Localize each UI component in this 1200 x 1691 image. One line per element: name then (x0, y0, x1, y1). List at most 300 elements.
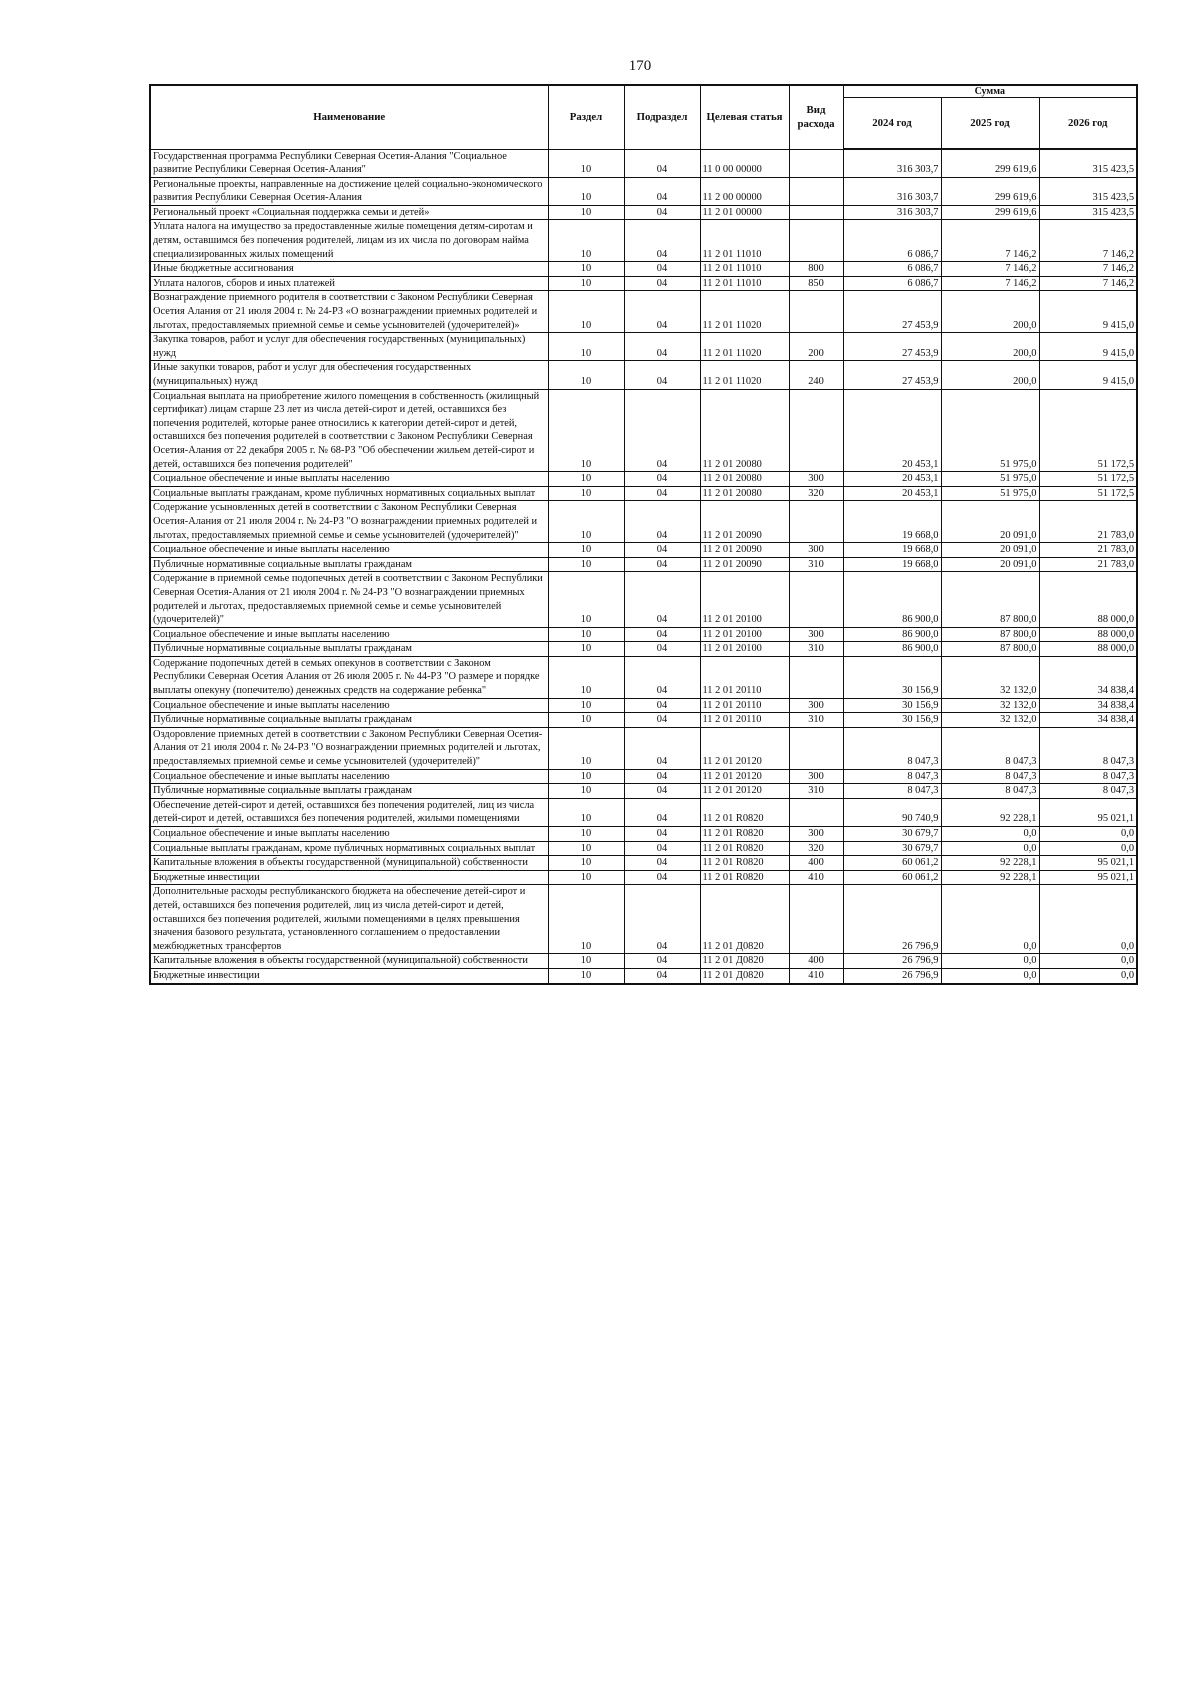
row-target-article: 11 2 01 20100 (700, 627, 789, 642)
row-expense-type (789, 572, 843, 627)
row-name: Закупка товаров, работ и услуг для обеспечения государственных (муниципальных) нужд (150, 333, 548, 361)
row-section: 10 (548, 177, 624, 205)
row-name: Публичные нормативные социальные выплаты гражданам (150, 784, 548, 799)
row-amount-2024: 20 453,1 (843, 472, 941, 487)
table-header (150, 85, 1137, 149)
row-section: 10 (548, 968, 624, 983)
row-amount-2025: 87 800,0 (941, 642, 1039, 657)
row-subsection: 04 (624, 954, 700, 969)
row-section: 10 (548, 713, 624, 728)
row-subsection: 04 (624, 698, 700, 713)
table-row (150, 291, 1137, 333)
row-amount-2024: 86 900,0 (843, 642, 941, 657)
row-target-article: 11 2 01 20080 (700, 486, 789, 501)
row-amount-2026: 0,0 (1039, 885, 1137, 954)
row-amount-2024: 26 796,9 (843, 954, 941, 969)
row-amount-2026: 8 047,3 (1039, 784, 1137, 799)
table-row (150, 713, 1137, 728)
row-target-article: 11 2 01 20110 (700, 656, 789, 698)
row-amount-2025: 32 132,0 (941, 698, 1039, 713)
row-expense-type (789, 291, 843, 333)
row-name: Содержание усыновленных детей в соответствии с Законом Республики Северная Осетия-Алания от 21 июля 2004 г. № 24-РЗ "О вознаграждении приемных родителей и льготах, предоставляемых приемной семье и семье усыновителей (удочерителей)" (150, 501, 548, 543)
row-name: Публичные нормативные социальные выплаты гражданам (150, 642, 548, 657)
row-subsection: 04 (624, 713, 700, 728)
row-expense-type (789, 205, 843, 220)
row-expense-type: 310 (789, 642, 843, 657)
row-section: 10 (548, 361, 624, 389)
row-amount-2025: 8 047,3 (941, 727, 1039, 769)
row-target-article: 11 2 01 20080 (700, 472, 789, 487)
row-subsection: 04 (624, 543, 700, 558)
table-row (150, 870, 1137, 885)
row-amount-2024: 30 156,9 (843, 698, 941, 713)
row-target-article: 11 2 01 Д0820 (700, 885, 789, 954)
row-expense-type: 310 (789, 784, 843, 799)
header-year-2026: 2026 год (1039, 98, 1137, 150)
header-section: Раздел (548, 85, 624, 149)
row-amount-2024: 19 668,0 (843, 557, 941, 572)
table-row (150, 543, 1137, 558)
row-target-article: 11 2 01 11010 (700, 220, 789, 262)
row-expense-type: 300 (789, 769, 843, 784)
row-section: 10 (548, 627, 624, 642)
row-subsection: 04 (624, 486, 700, 501)
row-amount-2024: 20 453,1 (843, 389, 941, 472)
row-amount-2026: 21 783,0 (1039, 501, 1137, 543)
row-section: 10 (548, 769, 624, 784)
row-section: 10 (548, 262, 624, 277)
row-name: Уплата налога на имущество за предоставленные жилые помещения детям-сиротам и детям, оставшимся без попечения родителей, лицам из их числа по договорам найма специализированных жилых помещений (150, 220, 548, 262)
row-amount-2025: 7 146,2 (941, 276, 1039, 291)
row-name: Обеспечение детей-сирот и детей, оставшихся без попечения родителей, лиц из числа детей-сирот и детей, оставшихся без попечения родителей, жилыми помещениями (150, 798, 548, 826)
row-section: 10 (548, 656, 624, 698)
table-row (150, 656, 1137, 698)
row-amount-2024: 316 303,7 (843, 177, 941, 205)
row-section: 10 (548, 698, 624, 713)
row-expense-type (789, 149, 843, 177)
row-amount-2024: 6 086,7 (843, 276, 941, 291)
table-row (150, 769, 1137, 784)
row-expense-type (789, 389, 843, 472)
row-section: 10 (548, 501, 624, 543)
row-amount-2026: 88 000,0 (1039, 627, 1137, 642)
row-name: Публичные нормативные социальные выплаты гражданам (150, 713, 548, 728)
row-name: Публичные нормативные социальные выплаты гражданам (150, 557, 548, 572)
row-target-article: 11 2 01 20110 (700, 713, 789, 728)
row-amount-2024: 90 740,9 (843, 798, 941, 826)
table-row (150, 727, 1137, 769)
row-subsection: 04 (624, 572, 700, 627)
row-section: 10 (548, 543, 624, 558)
row-amount-2026: 315 423,5 (1039, 149, 1137, 177)
row-section: 10 (548, 841, 624, 856)
row-amount-2025: 299 619,6 (941, 205, 1039, 220)
row-subsection: 04 (624, 220, 700, 262)
row-amount-2024: 26 796,9 (843, 885, 941, 954)
table-row (150, 572, 1137, 627)
budget-table (149, 84, 1138, 985)
table-row (150, 627, 1137, 642)
row-expense-type: 300 (789, 543, 843, 558)
row-amount-2026: 34 838,4 (1039, 656, 1137, 698)
row-expense-type: 240 (789, 361, 843, 389)
row-subsection: 04 (624, 149, 700, 177)
row-target-article: 11 2 01 20090 (700, 557, 789, 572)
row-expense-type: 410 (789, 870, 843, 885)
row-subsection: 04 (624, 389, 700, 472)
row-amount-2025: 51 975,0 (941, 472, 1039, 487)
table-row (150, 885, 1137, 954)
row-amount-2026: 95 021,1 (1039, 798, 1137, 826)
row-amount-2024: 26 796,9 (843, 968, 941, 983)
row-subsection: 04 (624, 784, 700, 799)
header-name: Наименование (150, 85, 548, 149)
row-subsection: 04 (624, 885, 700, 954)
row-target-article: 11 2 01 20120 (700, 769, 789, 784)
row-subsection: 04 (624, 841, 700, 856)
row-target-article: 11 2 01 20110 (700, 698, 789, 713)
row-name: Социальная выплата на приобретение жилого помещения в собственность (жилищный сертификат) лицам старше 23 лет из числа детей-сирот и детей, оставшихся без попечения родителей, которые ранее относились к категории детей-сирот и детей, оставшихся без попечения родителей в соответствии с Законом Республики Северная Осетия-Алания от 22 декабря 2005 г. № 68-РЗ "Об обеспечении жильем детей-сирот и детей, оставшихся без попечения родителей" (150, 389, 548, 472)
table-row (150, 389, 1137, 472)
row-subsection: 04 (624, 656, 700, 698)
row-expense-type: 300 (789, 627, 843, 642)
row-amount-2026: 8 047,3 (1039, 727, 1137, 769)
row-amount-2024: 60 061,2 (843, 856, 941, 871)
row-name: Социальное обеспечение и иные выплаты населению (150, 627, 548, 642)
row-name: Иные закупки товаров, работ и услуг для обеспечения государственных (муниципальных) нужд (150, 361, 548, 389)
row-amount-2025: 32 132,0 (941, 656, 1039, 698)
row-expense-type: 300 (789, 472, 843, 487)
row-expense-type (789, 177, 843, 205)
row-subsection: 04 (624, 177, 700, 205)
row-amount-2024: 19 668,0 (843, 501, 941, 543)
row-target-article: 11 2 01 20090 (700, 543, 789, 558)
table-row (150, 856, 1137, 871)
row-amount-2026: 51 172,5 (1039, 389, 1137, 472)
row-amount-2024: 20 453,1 (843, 486, 941, 501)
row-target-article: 11 2 01 11020 (700, 333, 789, 361)
row-section: 10 (548, 642, 624, 657)
row-section: 10 (548, 727, 624, 769)
row-target-article: 11 2 01 20120 (700, 727, 789, 769)
row-subsection: 04 (624, 291, 700, 333)
row-amount-2025: 0,0 (941, 885, 1039, 954)
row-expense-type (789, 501, 843, 543)
header-target-article: Целевая статья (700, 85, 789, 149)
row-section: 10 (548, 798, 624, 826)
row-subsection: 04 (624, 205, 700, 220)
row-amount-2024: 8 047,3 (843, 727, 941, 769)
row-expense-type: 310 (789, 557, 843, 572)
row-section: 10 (548, 220, 624, 262)
row-section: 10 (548, 472, 624, 487)
row-subsection: 04 (624, 557, 700, 572)
row-amount-2025: 20 091,0 (941, 543, 1039, 558)
row-amount-2025: 8 047,3 (941, 784, 1039, 799)
row-amount-2026: 9 415,0 (1039, 361, 1137, 389)
row-expense-type (789, 798, 843, 826)
row-amount-2024: 30 156,9 (843, 656, 941, 698)
row-target-article: 11 2 01 11010 (700, 276, 789, 291)
row-expense-type: 200 (789, 333, 843, 361)
row-amount-2026: 0,0 (1039, 827, 1137, 842)
row-amount-2024: 316 303,7 (843, 149, 941, 177)
row-subsection: 04 (624, 276, 700, 291)
table-row (150, 557, 1137, 572)
row-target-article: 11 2 01 11020 (700, 291, 789, 333)
table-row (150, 841, 1137, 856)
row-subsection: 04 (624, 798, 700, 826)
row-amount-2025: 92 228,1 (941, 856, 1039, 871)
row-expense-type: 300 (789, 698, 843, 713)
table-row (150, 262, 1137, 277)
row-amount-2025: 299 619,6 (941, 149, 1039, 177)
row-subsection: 04 (624, 856, 700, 871)
row-amount-2025: 0,0 (941, 841, 1039, 856)
row-name: Оздоровление приемных детей в соответствии с Законом Республики Северная Осетия-Алания от 21 июля 2004 г. № 24-РЗ "О вознаграждении приемных родителей и льготах, предоставляемых приемной семье и семье усыновителей (удочерителей)" (150, 727, 548, 769)
row-amount-2025: 51 975,0 (941, 389, 1039, 472)
table-row (150, 784, 1137, 799)
table-row (150, 642, 1137, 657)
row-name: Социальные выплаты гражданам, кроме публичных нормативных социальных выплат (150, 841, 548, 856)
row-name: Региональный проект «Социальная поддержка семьи и детей» (150, 205, 548, 220)
row-amount-2025: 0,0 (941, 827, 1039, 842)
row-expense-type: 300 (789, 827, 843, 842)
row-amount-2026: 34 838,4 (1039, 713, 1137, 728)
row-amount-2024: 30 156,9 (843, 713, 941, 728)
table-row (150, 149, 1137, 177)
row-target-article: 11 2 01 R0820 (700, 856, 789, 871)
row-amount-2026: 88 000,0 (1039, 572, 1137, 627)
row-amount-2025: 200,0 (941, 361, 1039, 389)
row-amount-2025: 51 975,0 (941, 486, 1039, 501)
row-amount-2026: 95 021,1 (1039, 870, 1137, 885)
row-expense-type (789, 727, 843, 769)
row-name: Иные бюджетные ассигнования (150, 262, 548, 277)
row-amount-2024: 6 086,7 (843, 220, 941, 262)
row-name: Социальное обеспечение и иные выплаты населению (150, 543, 548, 558)
row-expense-type: 400 (789, 954, 843, 969)
row-amount-2024: 27 453,9 (843, 333, 941, 361)
table-row (150, 486, 1137, 501)
row-section: 10 (548, 784, 624, 799)
row-amount-2026: 7 146,2 (1039, 276, 1137, 291)
row-name: Государственная программа Республики Северная Осетия-Алания "Социальное развитие Республики Северная Осетия-Алания" (150, 149, 548, 177)
row-name: Социальное обеспечение и иные выплаты населению (150, 472, 548, 487)
row-target-article: 11 2 01 Д0820 (700, 968, 789, 983)
header-expense-type: Вид расхода (789, 85, 843, 149)
row-target-article: 11 2 01 R0820 (700, 827, 789, 842)
header-subsection: Подраздел (624, 85, 700, 149)
row-section: 10 (548, 486, 624, 501)
row-amount-2026: 0,0 (1039, 954, 1137, 969)
row-amount-2024: 19 668,0 (843, 543, 941, 558)
table-row (150, 954, 1137, 969)
row-section: 10 (548, 870, 624, 885)
row-name: Дополнительные расходы республиканского бюджета на обеспечение детей-сирот и детей, оставшихся без попечения родителей, лиц из числа детей-сирот и детей, оставшихся без попечения родителей, жилыми помещениями в целях превышения значения базового результата, установленного соглашением о предоставлении межбюджетных трансфертов (150, 885, 548, 954)
row-expense-type: 850 (789, 276, 843, 291)
row-name: Содержание подопечных детей в семьях опекунов в соответствии с Законом Республики Северная Осетия Алания от 26 июля 2005 г. № 44-РЗ "О размере и порядке выплаты опекуну (попечителю) денежных средств на содержание ребенка" (150, 656, 548, 698)
row-amount-2026: 0,0 (1039, 968, 1137, 983)
row-amount-2026: 51 172,5 (1039, 486, 1137, 501)
row-subsection: 04 (624, 333, 700, 361)
table-row (150, 333, 1137, 361)
row-amount-2025: 7 146,2 (941, 262, 1039, 277)
row-subsection: 04 (624, 870, 700, 885)
row-amount-2026: 315 423,5 (1039, 205, 1137, 220)
row-section: 10 (548, 557, 624, 572)
row-amount-2024: 27 453,9 (843, 291, 941, 333)
row-subsection: 04 (624, 361, 700, 389)
row-target-article: 11 2 01 20090 (700, 501, 789, 543)
row-amount-2024: 60 061,2 (843, 870, 941, 885)
row-section: 10 (548, 149, 624, 177)
row-amount-2024: 86 900,0 (843, 627, 941, 642)
row-expense-type: 310 (789, 713, 843, 728)
table-row (150, 827, 1137, 842)
row-target-article: 11 2 01 11020 (700, 361, 789, 389)
table-row (150, 501, 1137, 543)
table-row (150, 361, 1137, 389)
row-subsection: 04 (624, 627, 700, 642)
row-section: 10 (548, 827, 624, 842)
row-target-article: 11 2 01 00000 (700, 205, 789, 220)
table-row (150, 177, 1137, 205)
row-amount-2026: 315 423,5 (1039, 177, 1137, 205)
row-name: Социальное обеспечение и иные выплаты населению (150, 769, 548, 784)
row-amount-2026: 95 021,1 (1039, 856, 1137, 871)
row-target-article: 11 2 01 R0820 (700, 870, 789, 885)
row-amount-2025: 92 228,1 (941, 870, 1039, 885)
row-section: 10 (548, 291, 624, 333)
row-amount-2025: 299 619,6 (941, 177, 1039, 205)
table-row (150, 798, 1137, 826)
page-number: 170 (628, 58, 652, 74)
table-row (150, 220, 1137, 262)
row-name: Капитальные вложения в объекты государственной (муниципальной) собственности (150, 856, 548, 871)
row-expense-type: 320 (789, 486, 843, 501)
table-row (150, 698, 1137, 713)
row-target-article: 11 2 01 R0820 (700, 841, 789, 856)
row-amount-2025: 32 132,0 (941, 713, 1039, 728)
row-amount-2024: 30 679,7 (843, 827, 941, 842)
row-section: 10 (548, 333, 624, 361)
row-amount-2026: 9 415,0 (1039, 291, 1137, 333)
row-target-article: 11 2 01 R0820 (700, 798, 789, 826)
row-amount-2025: 0,0 (941, 954, 1039, 969)
row-name: Вознаграждение приемного родителя в соответствии с Законом Республики Северная Осетия Алания от 21 июля 2004 г. № 24-РЗ «О вознаграждении приемных родителей и льготах, предоставляемых приемной семье и семье усыновителей (удочерителей)» (150, 291, 548, 333)
row-name: Содержание в приемной семье подопечных детей в соответствии с Законом Республики Северная Осетия-Алания от 21 июля 2004 г. № 24-РЗ "О вознаграждении приемных родителей и льготах, предоставляемых приемной семье и семье усыновителей (удочерителей)" (150, 572, 548, 627)
row-section: 10 (548, 572, 624, 627)
row-amount-2024: 30 679,7 (843, 841, 941, 856)
row-name: Региональные проекты, направленные на достижение целей социально-экономического развития Республики Северная Осетия-Алания (150, 177, 548, 205)
row-name: Капитальные вложения в объекты государственной (муниципальной) собственности (150, 954, 548, 969)
row-amount-2024: 27 453,9 (843, 361, 941, 389)
row-amount-2025: 200,0 (941, 333, 1039, 361)
row-target-article: 11 2 01 Д0820 (700, 954, 789, 969)
row-amount-2026: 21 783,0 (1039, 543, 1137, 558)
row-name: Социальные выплаты гражданам, кроме публичных нормативных социальных выплат (150, 486, 548, 501)
row-section: 10 (548, 389, 624, 472)
row-amount-2025: 0,0 (941, 968, 1039, 983)
row-name: Бюджетные инвестиции (150, 870, 548, 885)
table-row (150, 472, 1137, 487)
row-amount-2025: 87 800,0 (941, 572, 1039, 627)
row-section: 10 (548, 856, 624, 871)
row-target-article: 11 2 01 20080 (700, 389, 789, 472)
row-expense-type: 320 (789, 841, 843, 856)
row-expense-type (789, 656, 843, 698)
row-target-article: 11 2 01 20100 (700, 642, 789, 657)
row-amount-2025: 20 091,0 (941, 557, 1039, 572)
row-amount-2025: 200,0 (941, 291, 1039, 333)
row-name: Уплата налогов, сборов и иных платежей (150, 276, 548, 291)
row-amount-2026: 21 783,0 (1039, 557, 1137, 572)
row-amount-2024: 8 047,3 (843, 784, 941, 799)
row-amount-2026: 9 415,0 (1039, 333, 1137, 361)
row-amount-2026: 8 047,3 (1039, 769, 1137, 784)
row-amount-2025: 20 091,0 (941, 501, 1039, 543)
header-year-2025: 2025 год (941, 98, 1039, 150)
row-amount-2024: 6 086,7 (843, 262, 941, 277)
row-amount-2025: 92 228,1 (941, 798, 1039, 826)
row-section: 10 (548, 954, 624, 969)
row-amount-2024: 86 900,0 (843, 572, 941, 627)
row-amount-2026: 51 172,5 (1039, 472, 1137, 487)
row-amount-2026: 34 838,4 (1039, 698, 1137, 713)
row-amount-2024: 8 047,3 (843, 769, 941, 784)
row-name: Социальное обеспечение и иные выплаты населению (150, 827, 548, 842)
row-amount-2025: 87 800,0 (941, 627, 1039, 642)
row-subsection: 04 (624, 827, 700, 842)
row-target-article: 11 0 00 00000 (700, 149, 789, 177)
row-subsection: 04 (624, 727, 700, 769)
row-amount-2024: 316 303,7 (843, 205, 941, 220)
row-section: 10 (548, 205, 624, 220)
row-target-article: 11 2 01 20100 (700, 572, 789, 627)
row-subsection: 04 (624, 642, 700, 657)
table-body (150, 149, 1137, 984)
row-section: 10 (548, 885, 624, 954)
row-subsection: 04 (624, 262, 700, 277)
table-row (150, 205, 1137, 220)
row-amount-2026: 7 146,2 (1039, 262, 1137, 277)
header-year-2024: 2024 год (843, 98, 941, 150)
row-target-article: 11 2 01 20120 (700, 784, 789, 799)
row-amount-2026: 7 146,2 (1039, 220, 1137, 262)
header-sum: Сумма (843, 85, 1137, 98)
row-target-article: 11 2 00 00000 (700, 177, 789, 205)
row-name: Социальное обеспечение и иные выплаты населению (150, 698, 548, 713)
row-expense-type: 410 (789, 968, 843, 983)
table-row (150, 968, 1137, 983)
row-subsection: 04 (624, 501, 700, 543)
row-section: 10 (548, 276, 624, 291)
row-amount-2026: 0,0 (1039, 841, 1137, 856)
row-name: Бюджетные инвестиции (150, 968, 548, 983)
row-subsection: 04 (624, 769, 700, 784)
row-amount-2025: 7 146,2 (941, 220, 1039, 262)
row-amount-2026: 88 000,0 (1039, 642, 1137, 657)
row-expense-type (789, 885, 843, 954)
row-target-article: 11 2 01 11010 (700, 262, 789, 277)
row-subsection: 04 (624, 968, 700, 983)
row-expense-type: 800 (789, 262, 843, 277)
table-row (150, 276, 1137, 291)
row-subsection: 04 (624, 472, 700, 487)
row-expense-type: 400 (789, 856, 843, 871)
row-amount-2025: 8 047,3 (941, 769, 1039, 784)
